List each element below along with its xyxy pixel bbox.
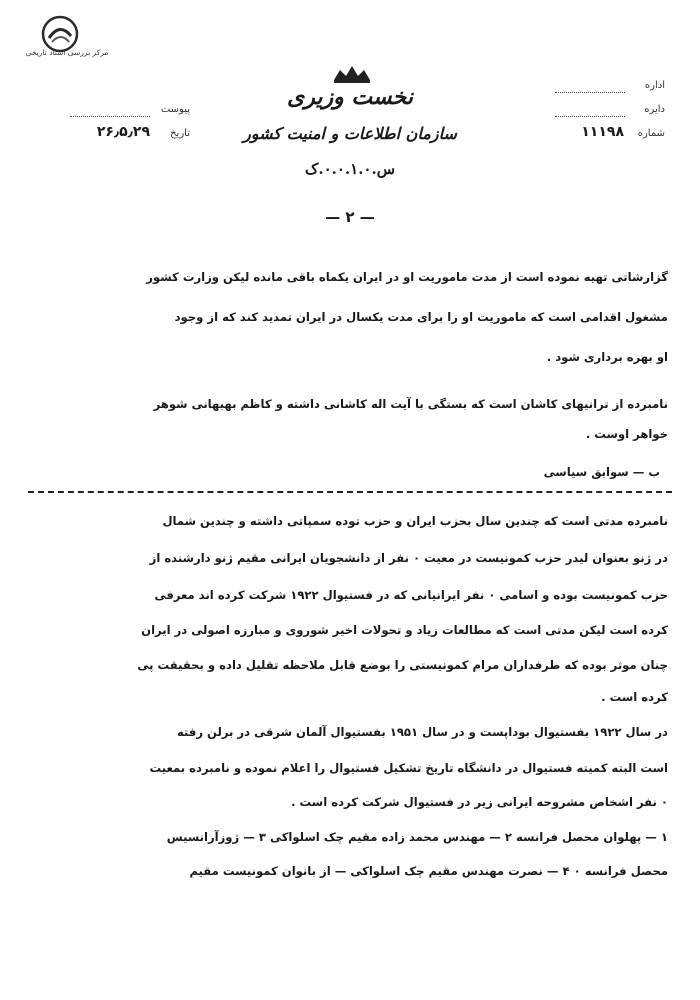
- paragraph-3-line: نامبرده مدتی است که چندین سال بحزب ایران و حزب توده سمپاتی داشته و چندین شمال: [162, 514, 668, 528]
- paragraph-4-line: است البته کمیته فستیوال در دانشگاه تاریخ تشکیل فستیوال را اعلام نموده و نامبرده بمعیت: [149, 761, 668, 775]
- ministry-title: نخست وزیری: [287, 84, 413, 110]
- number-label: شماره: [637, 128, 665, 139]
- organization-code: س.۰.۰.۱.۰.ک: [304, 160, 396, 178]
- attachment-line: [70, 116, 150, 117]
- letter-number: ۱۱۱۹۸: [581, 124, 624, 140]
- department-label: دایره: [644, 104, 665, 115]
- paragraph-1-line: او بهره برداری شود .: [546, 350, 668, 364]
- participant-list-line: ۱ — پهلوان محصل فرانسه ۲ — مهندس محمد زاده مقیم چک اسلواکی ۳ — ژوزآرانسیس: [166, 830, 668, 844]
- archive-watermark: مرکز بررسی اسناد تاریخی: [25, 48, 109, 57]
- department-line: [555, 116, 625, 117]
- paragraph-2-line: نامبرده از ترانیهای کاشان است که بستگی با آیت اله کاشانی داشته و کاظم بهبهانی شوهر: [153, 397, 668, 411]
- lion-sun-emblem-icon: [330, 62, 374, 84]
- section-heading: ب — سوابق سیاسی: [543, 465, 660, 479]
- office-line: [555, 92, 625, 93]
- paragraph-3-line: در ژنو بعنوان لیدر حزب کمونیست در معیت ۰ نفر از دانشجویان ایرانی مقیم ژنو دارشنده از: [149, 551, 668, 565]
- paragraph-2-line: خواهر اوست .: [585, 427, 668, 441]
- paragraph-3-line: کرده است .: [601, 690, 668, 704]
- attachment-label: پیوست: [160, 104, 190, 115]
- paragraph-3-line: حزب کمونیست بوده و اسامی ۰ نفر ایرانیانی که در فستیوال ۱۹۲۲ شرکت کرده اند معرفی: [154, 588, 668, 602]
- paragraph-3-line: کرده است لیکن مدتی است که مطالعات زیاد و تحولات اخیر شوروی و مبارزه اصولی در ایران: [141, 623, 668, 637]
- paragraph-4-line: در سال ۱۹۲۲ بفستیوال بوداپست و در سال ۱۹۵۱ بفستیوال آلمان شرقی در برلن رفته: [176, 725, 668, 739]
- section-rule: [28, 491, 672, 493]
- date-value: ۲۶٫۵٫۲۹: [96, 124, 150, 140]
- paragraph-1-line: گزارشاتی تهیه نموده است از مدت ماموریت او در ایران یکماه باقی مانده لیکن وزارت کشور: [146, 270, 668, 284]
- paragraph-4-line: ۰ نفر اشخاص مشروحه ایرانی زیر در فستیوال شرکت کرده است .: [291, 795, 668, 809]
- page-number: — ۲ —: [325, 208, 375, 226]
- date-label: تاریخ: [170, 128, 190, 139]
- participant-list-line: محصل فرانسه ۰ ۴ — نصرت مهندس مقیم چک اسلواکی — از بانوان کمونیست مقیم: [189, 864, 668, 878]
- paragraph-3-line: چنان موثر بوده که طرفداران مرام کمونیستی را بوضع قابل ملاحظه تقلیل داده و بحقیقت پی: [137, 658, 668, 672]
- organization-name: سازمان اطلاعات و امنیت کشور: [243, 124, 457, 143]
- paragraph-1-line: مشغول اقدامی است که ماموریت او را برای مدت یکسال در ایران تمدید کند که از وجود: [174, 310, 668, 324]
- office-label: اداره: [644, 80, 665, 91]
